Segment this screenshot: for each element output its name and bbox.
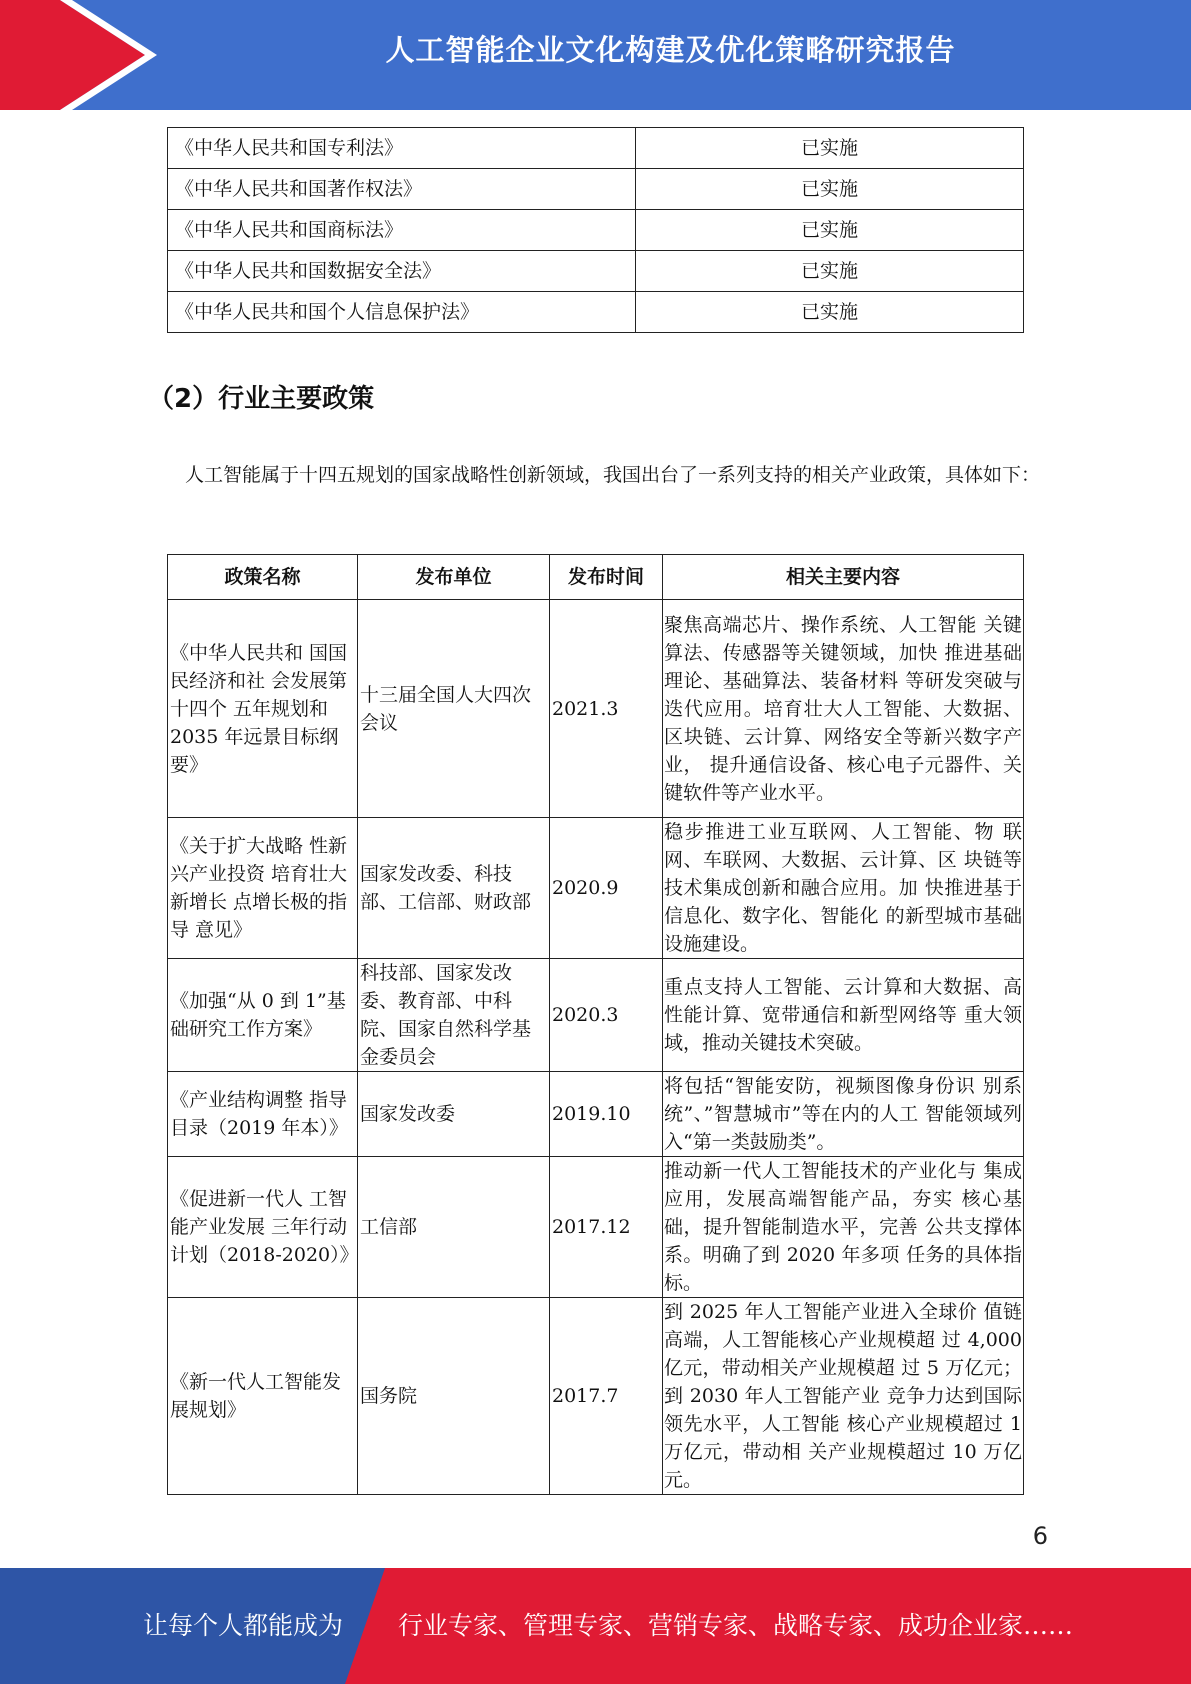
- law-status: 已实施: [636, 210, 1024, 251]
- footer-slogan-right: 行业专家、管理专家、营销专家、战略专家、成功企业家……: [398, 1611, 1074, 1640]
- policy-content: 聚焦高端芯片、操作系统、人工智能 关键算法、传感器等关键领域，加快 推进基础理论、基础算法、装备材料 等研发突破与迭代应用。培育壮大人工智能、大数据、区块链、云计算、网络安全等新兴数字产业， 提升通信设备、核心电子元器件、关 键软件等产业水平。: [663, 600, 1024, 818]
- table-row: [168, 1157, 1024, 1298]
- policy-content: 稳步推进工业互联网、人工智能、物 联网、车联网、大数据、云计算、区 块链等技术集成创新和融合应用。加 快推进基于信息化、数字化、智能化 的新型城市基础设施建设。: [663, 818, 1024, 959]
- report-title: 人工智能企业文化构建及优化策略研究报告: [385, 33, 956, 67]
- policy-date: 2017.7: [550, 1298, 663, 1495]
- law-name: 《中华人民共和国个人信息保护法》: [168, 292, 636, 333]
- page-footer: [0, 1568, 1191, 1684]
- policy-issuer: 工信部: [358, 1157, 550, 1298]
- law-name: 《中华人民共和国数据安全法》: [168, 251, 636, 292]
- section-heading: （2）行业主要政策: [148, 384, 375, 414]
- policy-date: 2019.10: [550, 1072, 663, 1157]
- policy-date: 2021.3: [550, 600, 663, 818]
- table-row: [168, 1072, 1024, 1157]
- law-status: 已实施: [636, 251, 1024, 292]
- column-header-name: 政策名称: [168, 555, 358, 600]
- policy-name: 《新一代人工智能发展规划》: [168, 1298, 358, 1495]
- policy-issuer: 科技部、国家发改委、教育部、中科院、国家自然科学基金委员会: [358, 959, 550, 1072]
- law-name: 《中华人民共和国商标法》: [168, 210, 636, 251]
- law-status: 已实施: [636, 169, 1024, 210]
- policy-issuer: 国务院: [358, 1298, 550, 1495]
- table-row: [168, 169, 1024, 210]
- policy-content: 推动新一代人工智能技术的产业化与 集成应用，发展高端智能产品，夯实 核心基础，提升智能制造水平，完善 公共支撑体系。明确了到 2020 年多项 任务的具体指标。: [663, 1157, 1024, 1298]
- law-name: 《中华人民共和国著作权法》: [168, 169, 636, 210]
- law-name: 《中华人民共和国专利法》: [168, 128, 636, 169]
- policy-date: 2017.12: [550, 1157, 663, 1298]
- policy-issuer: 国家发改委: [358, 1072, 550, 1157]
- laws-table-body: [168, 128, 1024, 333]
- footer-slogan-left: 让每个人都能成为: [143, 1611, 344, 1640]
- column-header-issuer: 发布单位: [358, 555, 550, 600]
- table-row: [168, 128, 1024, 169]
- column-header-date: 发布时间: [550, 555, 663, 600]
- table-header-row: [168, 555, 1024, 600]
- policy-date: 2020.9: [550, 818, 663, 959]
- law-status: 已实施: [636, 292, 1024, 333]
- page-number: 6: [1032, 1522, 1048, 1550]
- intro-paragraph: 人工智能属于十四五规划的国家战略性创新领域，我国出台了一系列支持的相关产业政策，具体如下：: [185, 464, 1041, 486]
- table-row: [168, 210, 1024, 251]
- policy-issuer: 国家发改委、科技部、工信部、财政部: [358, 818, 550, 959]
- policy-name: 《促进新一代人 工智能产业发展 三年行动计划（2018-2020）》: [168, 1157, 358, 1298]
- table-row: [168, 292, 1024, 333]
- table-row: [168, 959, 1024, 1072]
- table-row: [168, 1298, 1024, 1495]
- policy-content: 到 2025 年人工智能产业进入全球价 值链高端，人工智能核心产业规模超 过 4,000 亿元，带动相关产业规模超 过 5 万亿元；到 2030 年人工智能产业 竞争力达到国际领先水平，人工智能 核心产业规模超过 1 万亿元，带动相 关产业规模超过 10 万亿元。: [663, 1298, 1024, 1495]
- policy-content: 重点支持人工智能、云计算和大数据、高性能计算、宽带通信和新型网络等 重大领域，推动关键技术突破。: [663, 959, 1024, 1072]
- table-row: [168, 600, 1024, 818]
- policy-name: 《关于扩大战略 性新兴产业投资 培育壮大新增长 点增长极的指导 意见》: [168, 818, 358, 959]
- table-row: [168, 818, 1024, 959]
- policy-table: [167, 554, 1024, 1495]
- policy-date: 2020.3: [550, 959, 663, 1072]
- policy-issuer: 十三届全国人大四次会议: [358, 600, 550, 818]
- column-header-content: 相关主要内容: [663, 555, 1024, 600]
- page-header: [0, 0, 1191, 110]
- law-status: 已实施: [636, 128, 1024, 169]
- laws-table: [167, 127, 1024, 333]
- policy-name: 《中华人民共和 国国民经济和社 会发展第十四个 五年规划和 2035 年远景目标纲要》: [168, 600, 358, 818]
- table-row: [168, 251, 1024, 292]
- policy-name: 《加强“从 0 到 1”基础研究工作方案》: [168, 959, 358, 1072]
- policy-content: 将包括“智能安防，视频图像身份识 别系统”、”智慧城市”等在内的人工 智能领域列入“第一类鼓励类”。: [663, 1072, 1024, 1157]
- policy-name: 《产业结构调整 指导目录（2019 年本）》: [168, 1072, 358, 1157]
